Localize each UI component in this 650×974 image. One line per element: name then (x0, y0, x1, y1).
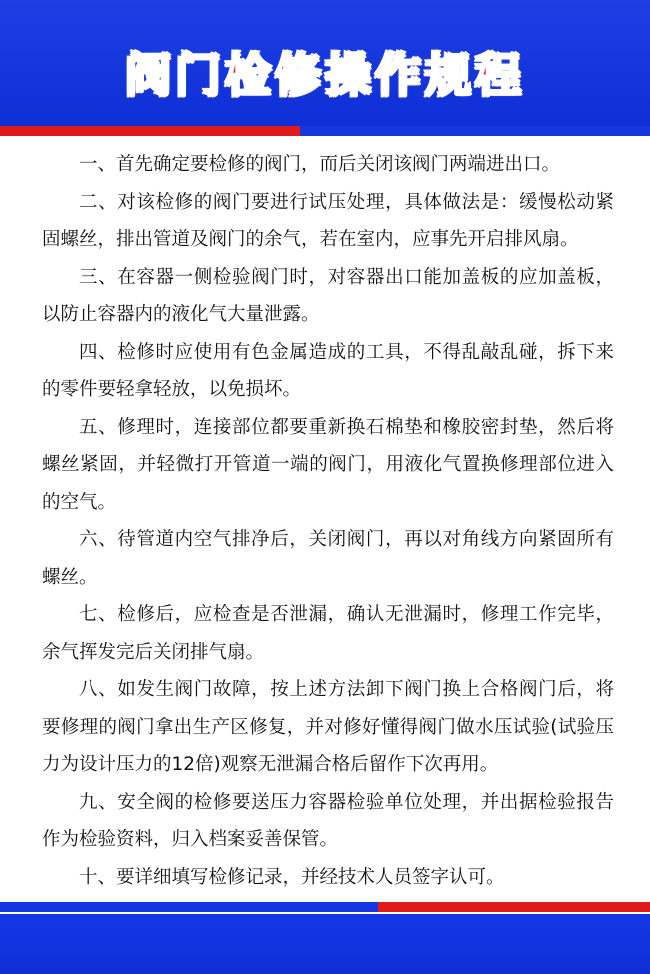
bottom-stripe-blue (0, 902, 378, 912)
regulation-item: 五、修理时，连接部位都要重新换石棉垫和橡胶密封垫，然后将螺丝紧固，并轻微打开管道一端的阀门，用液化气置换修理部位进入的空气。 (42, 416, 614, 513)
regulation-item: 七、检修后，应检查是否泄漏，确认无泄漏时，修理工作完毕，余气挥发完后关闭排气扇。 (42, 604, 614, 663)
regulation-item: 十、要详细填写检修记录，并经技术人员签字认可。 (79, 866, 505, 888)
top-stripe (0, 126, 650, 136)
regulation-item: 八、如发生阀门故障，按上述方法卸下阀门换上合格阀门后，将要修理的阀门拿出生产区修复，并对修好懂得阀门做水压试验(试验压力为设计压力的12倍)观察无泄漏合格后留作下次再用。 (42, 679, 614, 775)
header-banner (0, 0, 650, 126)
footer-banner (0, 914, 650, 974)
top-stripe-blue (300, 126, 650, 136)
regulation-list (42, 146, 614, 896)
regulation-item: 二、对该检修的阀门要进行试压处理，具体做法是：缓慢松动紧固螺丝，排出管道及阀门的余气，若在室内，应事先开启排风扇。 (42, 191, 614, 250)
regulation-item: 六、待管道内空气排净后，关闭阀门，再以对角线方向紧固所有螺丝。 (42, 529, 614, 588)
bottom-stripe-red (378, 902, 650, 912)
top-stripe-red (0, 126, 300, 136)
regulation-item: 四、检修时应使用有色金属造成的工具，不得乱敲乱碰，拆下来的零件要轻拿轻放，以免损坏。 (42, 341, 614, 400)
regulation-item: 一、首先确定要检修的阀门，而后关闭该阀门两端进出口。 (79, 154, 561, 175)
page-title: 阀门检修操作规程 (125, 48, 525, 102)
regulation-item: 三、在容器一侧检验阀门时，对容器出口能加盖板的应加盖板，以防止容器内的液化气大量泄露。 (42, 266, 614, 325)
bottom-stripe (0, 902, 650, 912)
regulation-item: 九、安全阀的检修要送压力容器检验单位处理，并出据检验报告作为检验资料，归入档案妥善保管。 (42, 791, 614, 850)
